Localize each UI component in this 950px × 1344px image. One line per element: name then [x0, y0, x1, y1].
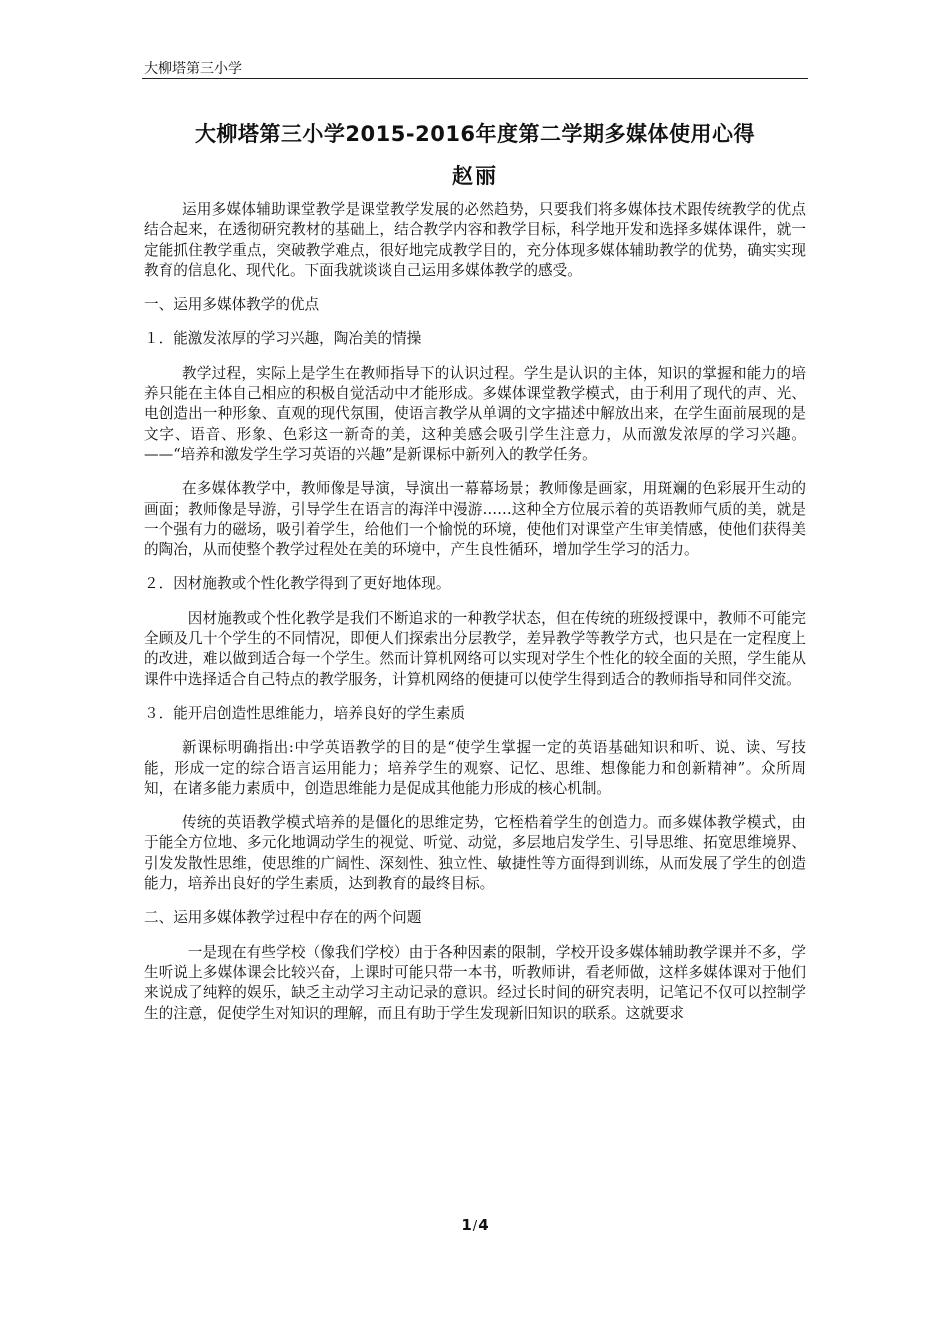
- page-separator: /: [472, 1219, 478, 1234]
- document-title: 大柳塔第三小学2015-2016年度第二学期多媒体使用心得: [194, 122, 756, 146]
- paragraph: 新课标明确指出:中学英语教学的目的是“使学生掌握一定的英语基础知识和听、说、读、写技能，形成一定的综合语言运用能力；培养学生的观察、记忆、思维、想像能力和创新精神”。众所周知，在诸多能力素质中，创造思维能力是促成其他能力形成的核心机制。: [144, 739, 806, 797]
- document-author: 赵丽: [452, 164, 498, 188]
- paragraph: 传统的英语教学模式培养的是僵化的思维定势，它桎梏着学生的创造力。而多媒体教学模式，由于能全方位地、多元化地调动学生的视觉、听觉、动觉，多层地启发学生、引导思维、拓宽思维境界、引发发散性思维，使思维的广阔性、深刻性、独立性、敏捷性等方面得到训练，从而发展了学生的创造能力，培养出良好的学生素质，达到教育的最终目标。: [144, 814, 806, 893]
- paragraph: 一是现在有些学校（像我们学校）由于各种因素的限制，学校开设多媒体辅助教学课并不多，学生听说上多媒体课会比较兴奋，上课时可能只带一本书，听教师讲，看老师做，这样多媒体课对于他们来说成了纯粹的娱乐，缺乏主动学习主动记录的意识。经过长时间的研究表明，记笔记不仅可以控制学生的注意，促使学生对知识的理解，而且有助于学生发现新旧知识的联系。这就要求: [144, 943, 806, 1022]
- header-divider: [142, 78, 808, 79]
- section-heading-1: 一、运用多媒体教学的优点: [144, 296, 320, 314]
- intro-paragraph: 运用多媒体辅助课堂教学是课堂教学发展的必然趋势，只要我们将多媒体技术跟传统教学的优点结合起来，在透彻研究教材的基础上，结合教学内容和教学目标，科学地开发和选择多媒体课件，就一定能抓住教学重点，突破教学难点，很好地完成教学目的，充分体现多媒体辅助教学的优势，确实实现教育的信息化、现代化。下面我就谈谈自己运用多媒体教学的感受。: [144, 201, 806, 279]
- point-heading-1: １．能激发浓厚的学习兴趣，陶冶美的情操: [144, 330, 422, 348]
- page-total: 4: [478, 1216, 489, 1234]
- point-heading-3: ３．能开启创造性思维能力，培养良好的学生素质: [144, 704, 466, 722]
- paragraph: 因材施教或个性化教学是我们不断追求的一种教学状态，但在传统的班级授课中，教师不可能完全顾及几十个学生的不同情况，即便人们探索出分层教学，差异教学等教学方式，也只是在一定程度上的改进，难以做到适合每一个学生。然而计算机网络可以实现对学生个性化的较全面的关照，学生能从课件中选择适合自己特点的教学服务，计算机网络的便捷可以使学生得到适合的教师指导和同伴交流。: [144, 609, 806, 688]
- page-number: [142, 1216, 808, 1234]
- point-heading-2: ２．因材施教或个性化教学得到了更好地体现。: [144, 575, 451, 593]
- paragraph: 在多媒体教学中，教师像是导演，导演出一幕幕场景；教师像是画家，用斑斓的色彩展开生动的画面；教师像是导游，引导学生在语言的海洋中漫游……这种全方位展示着的英语教师气质的美，就是一个强有力的磁场，吸引着学生，给他们一个愉悦的环境，使他们对课堂产生审美情感，使他们获得美的陶冶，从而使整个教学过程处在美的环境中，产生良性循环，增加学生学习的活力。: [144, 480, 806, 559]
- paragraph: 教学过程，实际上是学生在教师指导下的认识过程。学生是认识的主体，知识的掌握和能力的培养只能在主体自己相应的积极自觉活动中才能形成。多媒体课堂教学模式，由于利用了现代的声、光、电创造出一种形象、直观的现代氛围，使语言教学从单调的文字描述中解放出来，在学生面前展现的是文字、语音、形象、色彩这一新奇的美，这种美感会吸引学生注意力，从而激发浓厚的学习兴趣。——“培养和激发学生学习英语的兴趣”是新课标中新列入的教学任务。: [144, 364, 806, 463]
- section-heading-2: 二、运用多媒体教学过程中存在的两个问题: [144, 909, 422, 927]
- running-header: 大柳塔第三小学: [144, 61, 242, 77]
- page-current: 1: [461, 1216, 472, 1234]
- document-body: [144, 200, 806, 1038]
